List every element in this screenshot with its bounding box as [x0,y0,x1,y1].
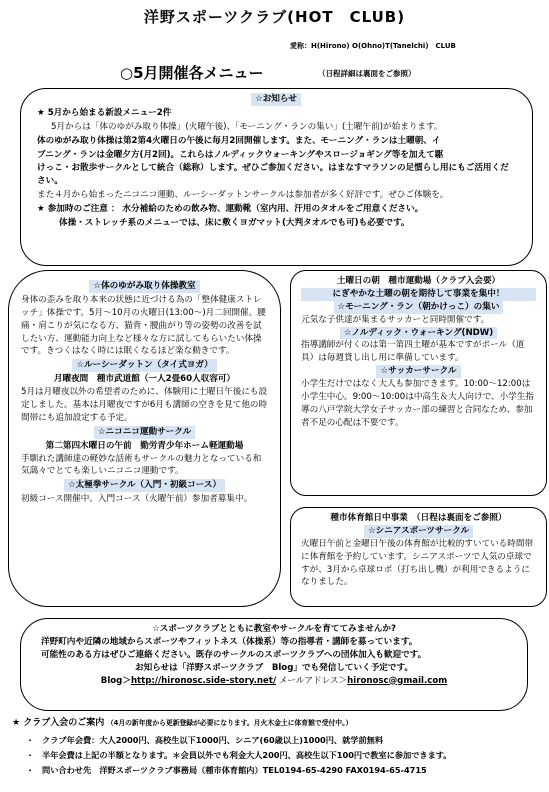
body-distortion-text: 身体の歪みを取り本来の状態に近づける為の「整体健康ストレッチ」体操です。5月～10月の火曜日(13:00～)月二回開催。腰痛・肩こりが気になる方、猫背・腰曲がり等の姿勢の改善を試したい方、運動能力向上など様々な方に試してもらいたい体操です。きつくはなく時には眠くなるほど楽な動きです。 [21,294,266,357]
saturday-morning-box [290,270,547,496]
notice-line: ★ 5月から始まる新設メニュー2件 [37,107,172,118]
page-title: 洋野スポーツクラブ(HOT CLUB) [143,8,406,26]
mail-link[interactable]: hironosc@gmail.com [347,675,448,686]
notice-line: 体のゆがみ取り体操は第2第4火曜日の午後に毎月2回開催します。また、モーニング・ランは土曜朝、イ [37,135,441,146]
may-menu-headline: ○5月開催各メニュー [120,64,264,82]
notice-line: ブニング・ランは金曜夕方(月2回)。これらはノルディックウォーキングやスロージョギング等を加えて駆 [37,149,444,160]
banner-line: 可能性のある方はぜひご連絡ください。既存のサークルのスポーツクラブへの団体加入も歓迎です。 [41,649,427,660]
taichi-text: 初級コース開催中。入門コース（火曜午前）参加者募集中。 [21,494,253,505]
banner-line: お知らせは「洋野スポーツクラブ Blog」でも発信していく予定です。 [135,662,413,673]
nikoniko-title: ☆ニコニコ運動サークル [94,426,195,439]
morning-run-title: ☆モーニング・ラン（朝かけっこ）の集い [334,301,504,314]
blog-label: Blog＞ [100,675,131,686]
membership-note: （4月の新年度から更新登録が必要になります。月火木金土に体育館で受付中。） [106,719,353,727]
ruesi-dutton-text: 5月は月曜夜以外の希望者のために、体験用に土曜日午後にも設定しました。基本は月曜夜ですが6月も講師の空きを見て他の時間帯にも追加設定する予定。 [21,387,268,423]
contact-info: 問い合わせ先 洋野スポーツクラブ事務局（種市体育館内）TEL0194-65-4290 FAX0194-65-4715 [42,765,427,776]
nikoniko-text: 手馴れた講師達の軽妙な話術もサークルの魅力となっている和気藹々でとても楽しいニコニコ運動です。 [21,453,262,477]
body-distortion-title: ☆体のゆがみ取り体操教室 [89,280,199,293]
ruesi-dutton-title: ☆ルーシーダットン（タイ式ヨガ） [72,359,216,372]
membership-fee: クラブ年会費：大人2000円、高校生以下1000円、シニア(60歳以上)1000円、就学前無料 [42,734,384,745]
notice-line: また４月から始まったニコニコ運動、ルーシーダットンサークルは参加者が多く好評です。ぜひご体験を。 [37,190,449,201]
banner-line: 洋野町内や近隣の地域からスポーツやフィットネス（体操系）等の指導者・講師を募っています。 [41,636,418,647]
notice-line: ★ 参加時のご注意 ： 水分補給のための飲み物、運動靴（室内用、汗用のタオルをご用意ください。 [37,204,424,215]
blog-link[interactable]: http://hironosc.side-story.net/ [130,675,277,686]
saturday-slogan: にぎやかな土曜の朝を期待して事業を集中！ [301,288,536,301]
notice-title: ☆お知らせ [251,93,301,106]
senior-sports-text: 火曜日午前と金曜日午後の体育館が比較的すいている時間帯に体育館を予約しています。シニアスポーツで人気の卓球ですが、3月から卓球ロボ（打ち出し機）が利用できるようになりました。 [301,538,534,588]
saturday-intro: 土曜日の朝 種市運動場（クラブ入会要） [336,276,501,286]
notice-line: 体操・ストレッチ系のメニューでは、床に敷くヨガマット(大判タオルでも可)も必要です。 [59,218,410,229]
gym-intro: 種市体育館日中事業 （日程は裏面をご参照） [330,513,507,523]
soccer-title: ☆サッカーサークル [376,365,460,378]
morning-run-text: 元気な子供達が集まるサッカーと同時開催です。 [301,314,490,325]
notice-box [20,88,533,266]
taichi-title: ☆太極拳サークル（入門・初級コース） [64,479,225,492]
schedule-note: （日程詳細は裏面をご参照） [318,69,416,78]
membership-heading: ★ クラブ入会のご案内 [12,718,105,728]
nordic-walking-text: 指導講師が付くのは第一第四土曜が基本ですがポール（道具）は毎週貸し出し用に準備しています。 [301,340,525,364]
membership-half-year: 半年会費は上記の半額となります。＊会員以外でも利金大人200円、高校生以下100円で教室に参加できます。 [42,749,452,760]
banner-title: ☆スポーツクラブとともに教室やサークルを育ててみませんか? [151,624,397,634]
mail-label: メールアドレス＞ [278,675,348,686]
nikoniko-schedule: 第二第四木曜日の午前 勤労青少年ホーム軽運動場 [45,440,244,451]
left-column [8,270,281,607]
ruesi-dutton-schedule: 月曜夜間 種市武道館（一人2畳60人収容可） [53,374,236,385]
nordic-walking-title: ☆ノルディック・ウォーキング(NDW) [340,327,497,340]
senior-sports-title: ☆シニアスポーツサークル [364,525,473,538]
notice-line: けっこ・お散歩サークルとして統合（総称）します。ぜひご参加ください。はまなすマラソンの足慣らし用にもご活用ください。 [37,163,509,187]
soccer-text: 小学生だけではなく大人も参加できます。10:00～12:00は小学生中心。9:00～10:00は中高生＆大人向けで、小学生指導の八戸学院大学女子サッカー部の練習と合同なため、参加者不足の心配は不要です。 [301,379,534,428]
notice-line: 5月からは「体のゆがみ取り体操」(火曜午後)、「モーニング・ランの集い」(土曜午前)が始まります。 [51,121,443,132]
club-nickname: 愛称：H(Hirono) O(Ohno)T(Tanelchi) CLUB [290,42,456,50]
gym-daytime-box [290,507,547,607]
recruit-banner [20,618,528,711]
membership-info: ★ クラブ入会のご案内 （4月の新年度から更新登録が必要になります。月火木金土に体育館で受付中。） ・ クラブ年会費：大人2000円、高校生以下1000円、シニア(60歳以上)1000円、就学前無料 ・ 半年会費は上記の半額となります。＊会員以外でも利金大人200円、高校生以下100円で教室に参加できます。 ・ 問い合わせ先 洋野スポーツクラブ事務局（種市体育館内）TEL0194-65-4290 FAX0194-65-4715 [12,718,452,776]
